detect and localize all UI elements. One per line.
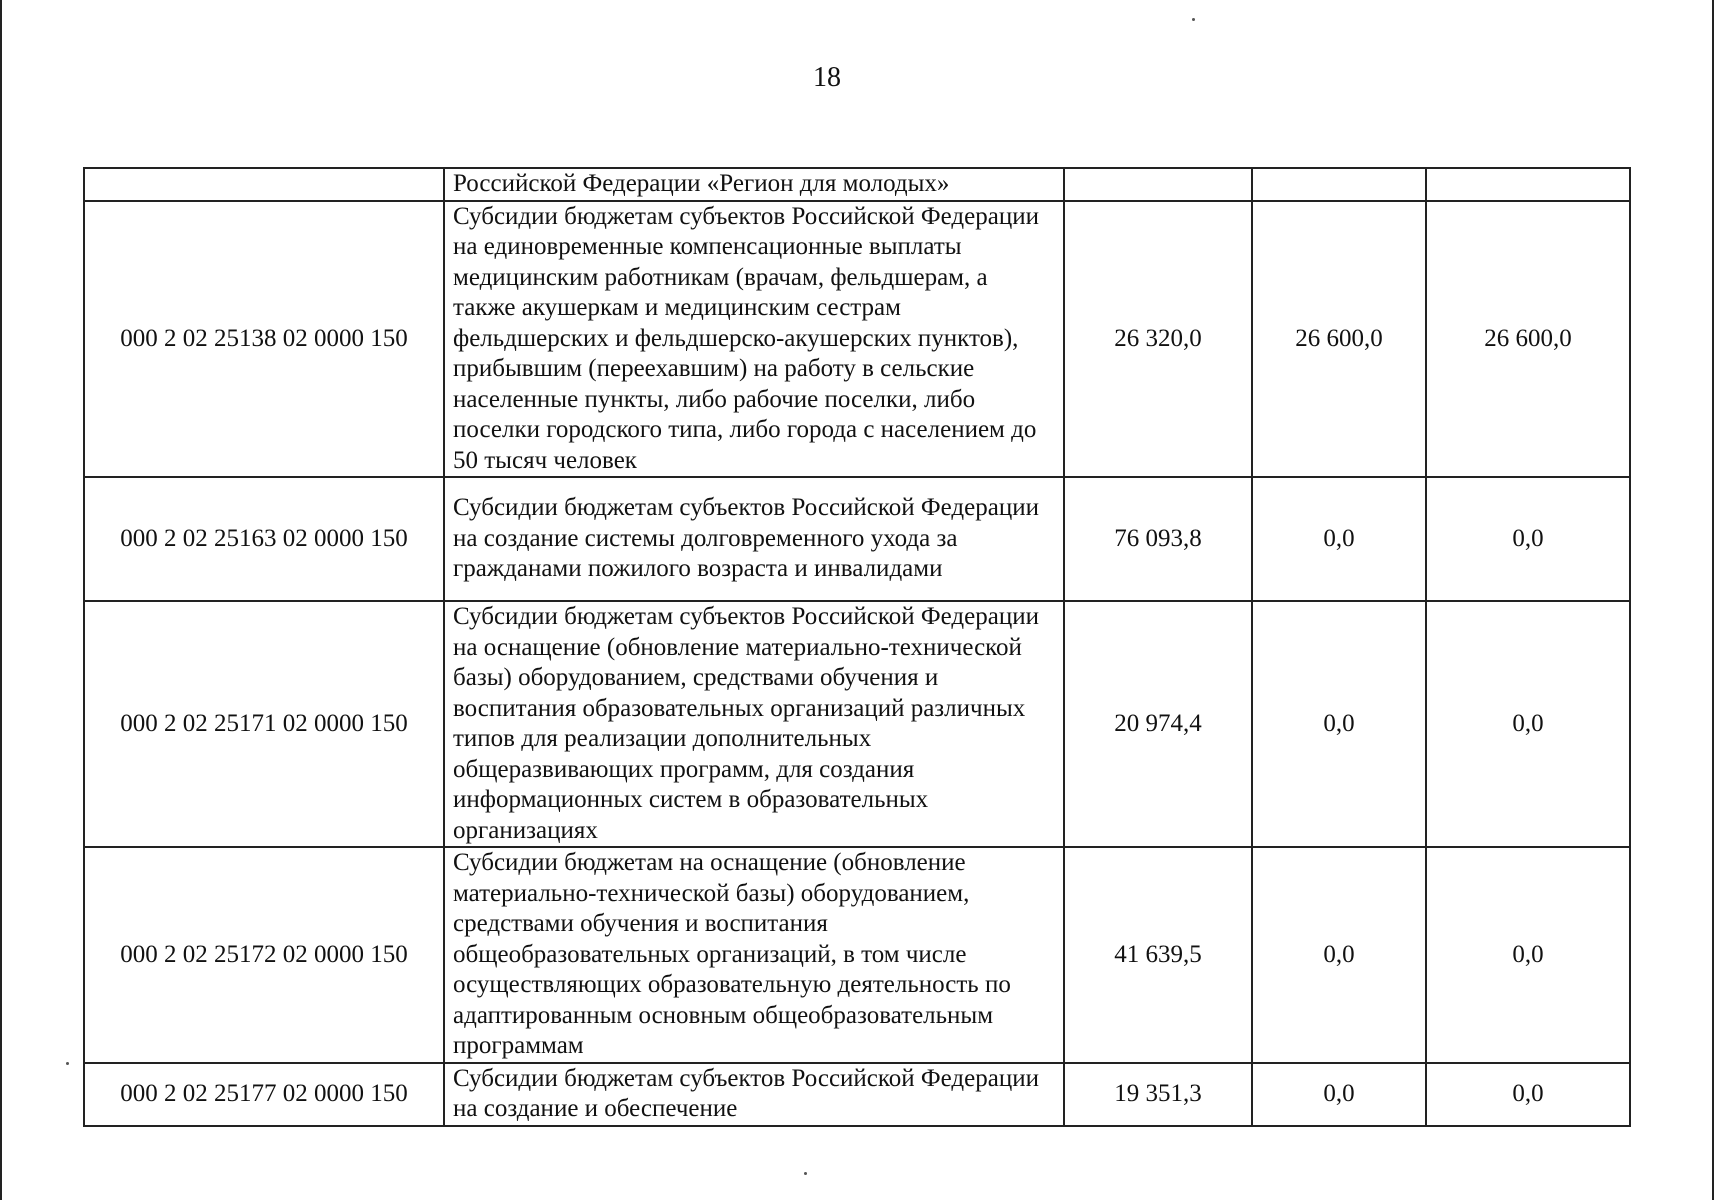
row-value-1 bbox=[1064, 168, 1252, 201]
row-value-3: 0,0 bbox=[1426, 601, 1630, 847]
row-value-1: 76 093,8 bbox=[1064, 477, 1252, 601]
row-value-2: 0,0 bbox=[1252, 601, 1426, 847]
row-code: 000 2 02 25177 02 0000 150 bbox=[84, 1063, 444, 1126]
row-value-2: 26 600,0 bbox=[1252, 201, 1426, 478]
row-value-3 bbox=[1426, 168, 1630, 201]
row-code: 000 2 02 25138 02 0000 150 bbox=[84, 201, 444, 478]
table-row bbox=[84, 168, 1630, 201]
row-value-2: 0,0 bbox=[1252, 477, 1426, 601]
scan-speck bbox=[66, 1062, 69, 1065]
row-value-1: 20 974,4 bbox=[1064, 601, 1252, 847]
row-description: Субсидии бюджетам субъектов Российской Федерации на единовременные компенсационные выплаты медицинским работникам (врачам, фельдшерам, а также акушеркам и медицинским сестрам фельдшерских и фельдшерско-акушерских пунктов), прибывшим (переехавшим) на работу в сельские населенные пункты, либо рабочие поселки, либо поселки городского типа, либо города с населением до 50 тысяч человек bbox=[444, 201, 1064, 478]
table-row bbox=[84, 847, 1630, 1063]
row-value-2: 0,0 bbox=[1252, 847, 1426, 1063]
table-row bbox=[84, 477, 1630, 601]
row-code bbox=[84, 168, 444, 201]
row-value-1: 26 320,0 bbox=[1064, 201, 1252, 478]
row-value-1: 19 351,3 bbox=[1064, 1063, 1252, 1126]
row-value-3: 0,0 bbox=[1426, 477, 1630, 601]
row-value-3: 0,0 bbox=[1426, 1063, 1630, 1126]
table-row bbox=[84, 601, 1630, 847]
row-code: 000 2 02 25172 02 0000 150 bbox=[84, 847, 444, 1063]
row-code: 000 2 02 25163 02 0000 150 bbox=[84, 477, 444, 601]
scan-speck bbox=[1192, 18, 1195, 21]
row-code: 000 2 02 25171 02 0000 150 bbox=[84, 601, 444, 847]
row-description: Субсидии бюджетам субъектов Российской Федерации на оснащение (обновление материально-технической базы) оборудованием, средствами обучения и воспитания образовательных организаций различных типов для реализации дополнительных общеразвивающих программ, для создания информационных систем в образовательных организациях bbox=[444, 601, 1064, 847]
page-number: 18 bbox=[813, 62, 841, 93]
row-description: Субсидии бюджетам субъектов Российской Федерации на создание и обеспечение bbox=[444, 1063, 1064, 1126]
budget-table bbox=[83, 167, 1631, 1127]
row-description: Субсидии бюджетам субъектов Российской Федерации на создание системы долговременного ухода за гражданами пожилого возраста и инвалидами bbox=[444, 477, 1064, 601]
row-value-1: 41 639,5 bbox=[1064, 847, 1252, 1063]
row-value-3: 0,0 bbox=[1426, 847, 1630, 1063]
row-description: Субсидии бюджетам на оснащение (обновление материально-технической базы) оборудованием, средствами обучения и воспитания общеобразовательных организаций, в том числе осуществляющих образовательную деятельность по адаптированным основным общеобразовательным программам bbox=[444, 847, 1064, 1063]
row-value-2: 0,0 bbox=[1252, 1063, 1426, 1126]
table-row bbox=[84, 201, 1630, 478]
table-row bbox=[84, 1063, 1630, 1126]
row-value-3: 26 600,0 bbox=[1426, 201, 1630, 478]
row-value-2 bbox=[1252, 168, 1426, 201]
page-edge-left bbox=[0, 0, 2, 1200]
row-description: Российской Федерации «Регион для молодых» bbox=[444, 168, 1064, 201]
scan-speck bbox=[804, 1172, 807, 1175]
